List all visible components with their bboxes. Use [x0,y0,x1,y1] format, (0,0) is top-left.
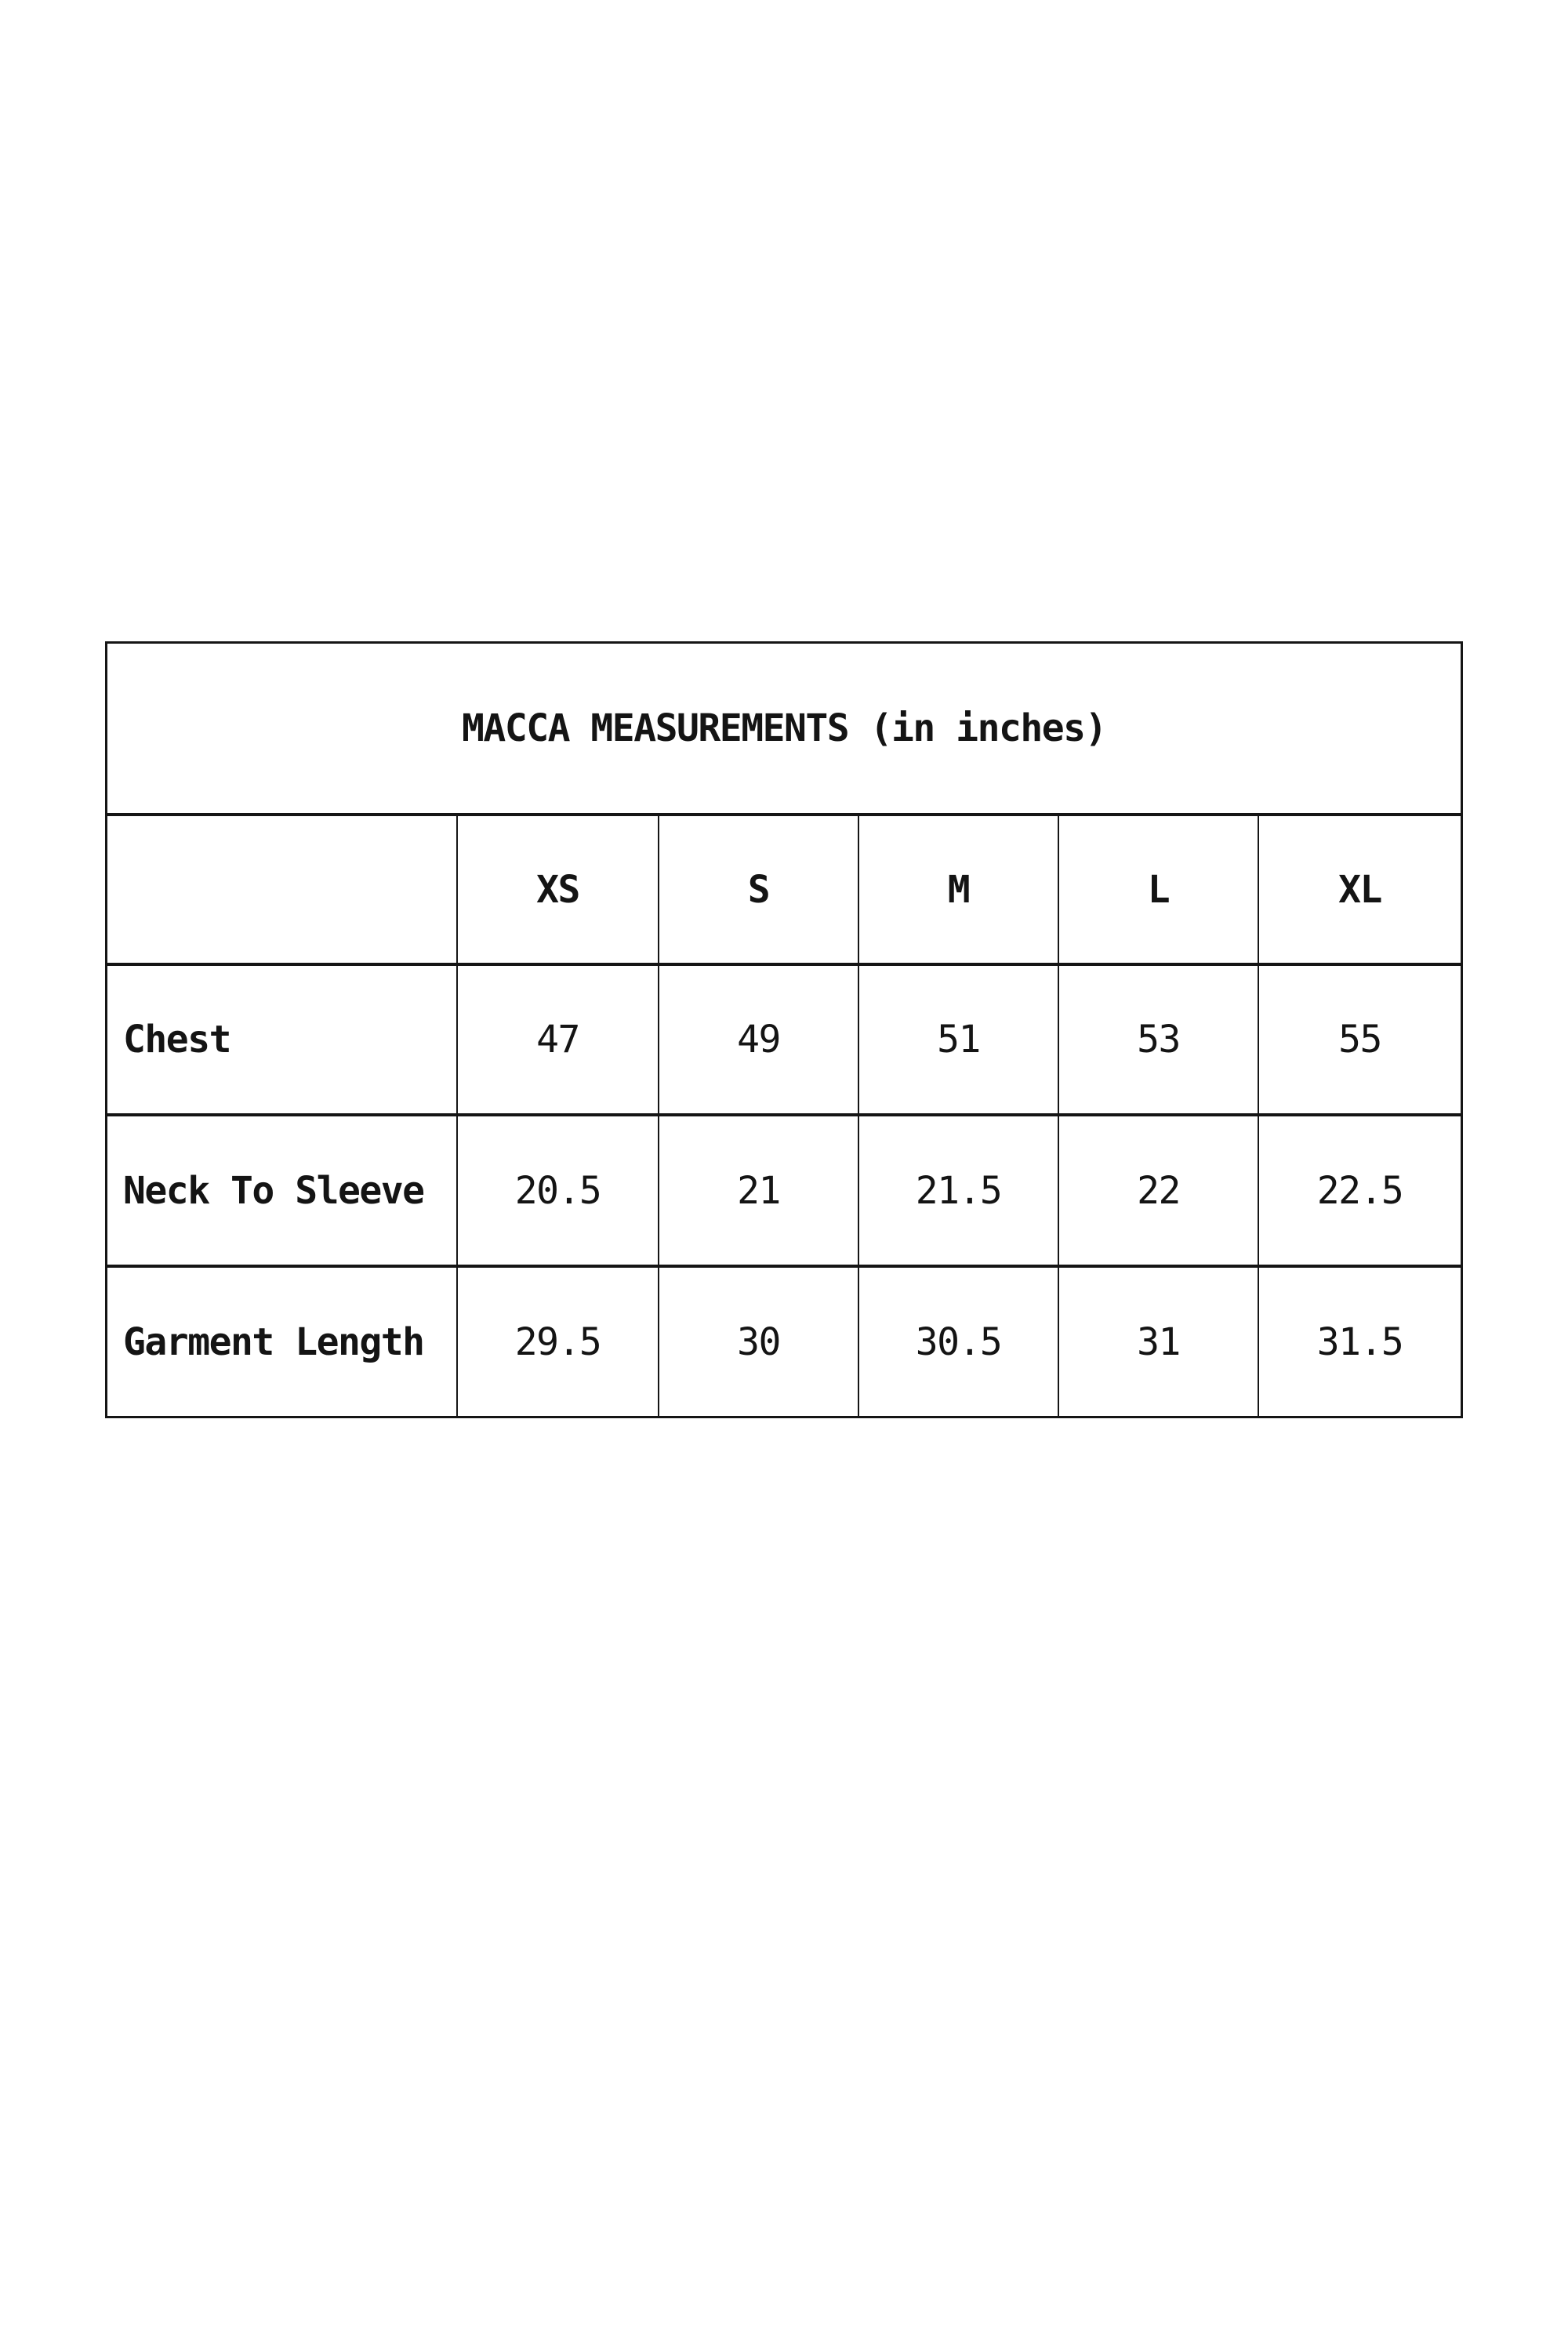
cell-garment-length-xs: 29.5 [458,1268,659,1416]
size-chart-title-row [107,644,1461,816]
cell-chest-m: 51 [859,966,1059,1116]
column-header-xs: XS [458,816,659,966]
column-header-l: L [1059,816,1259,966]
cell-garment-length-s: 30 [659,1268,859,1416]
cell-neck-to-sleeve-l: 22 [1059,1116,1259,1268]
cell-neck-to-sleeve-s: 21 [659,1116,859,1268]
size-chart-title: MACCA MEASUREMENTS (in inches) [462,706,1106,750]
cell-neck-to-sleeve-xl: 22.5 [1259,1116,1461,1268]
size-chart-table [105,641,1463,1418]
row-label-garment-length: Garment Length [107,1268,458,1416]
cell-garment-length-l: 31 [1059,1268,1259,1416]
size-chart-grid [107,816,1461,1416]
cell-chest-l: 53 [1059,966,1259,1116]
cell-chest-xl: 55 [1259,966,1461,1116]
cell-neck-to-sleeve-xs: 20.5 [458,1116,659,1268]
corner-cell-empty [107,816,458,966]
cell-chest-s: 49 [659,966,859,1116]
cell-garment-length-xl: 31.5 [1316,1319,1403,1364]
cell-chest-xs: 47 [458,966,659,1116]
cell-neck-to-sleeve-m: 21.5 [859,1116,1059,1268]
cell-garment-length-m: 30.5 [859,1268,1059,1416]
column-header-xl: XL [1259,816,1461,966]
row-label-chest: Chest [107,966,458,1116]
column-header-s: S [659,816,859,966]
column-header-m: M [859,816,1059,966]
row-label-neck-to-sleeve: Neck To Sleeve [107,1116,458,1268]
